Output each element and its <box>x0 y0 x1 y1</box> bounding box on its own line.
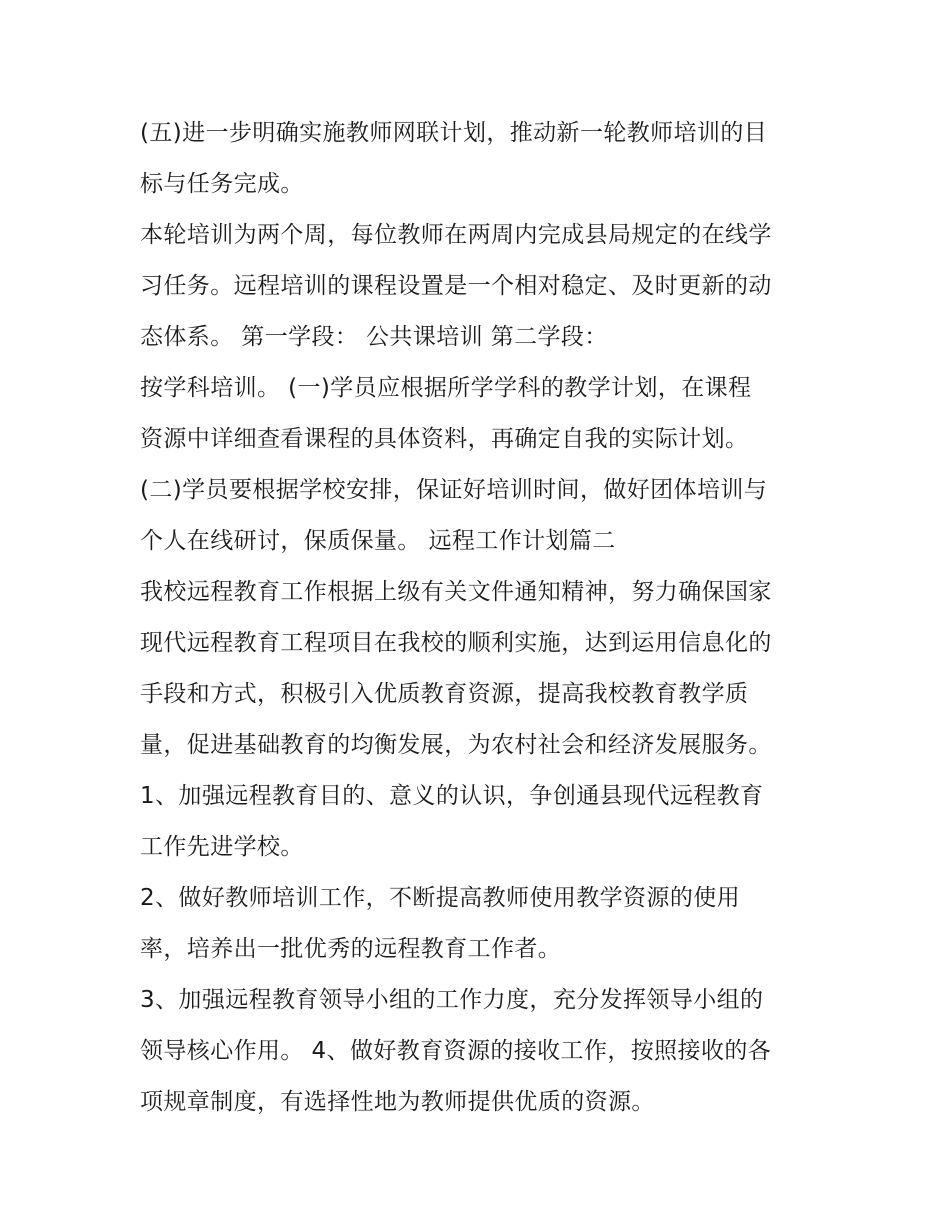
text-line: 1、加强远程教育目的、意义的认识，争创通县现代远程教育 <box>140 783 764 809</box>
text-line: 项规章制度，有选择性地为教师提供优质的资源。 <box>140 1089 655 1115</box>
text-line: (五)进一步明确实施教师网联计划，推动新一轮教师培训的目 <box>140 120 768 146</box>
text-line: 率，培养出一批优秀的远程教育工作者。 <box>140 936 562 962</box>
document-body <box>140 108 830 1128</box>
text-line: 习任务。远程培训的课程设置是一个相对稳定、及时更新的动 <box>140 273 772 299</box>
text-line: 工作先进学校。 <box>140 834 304 860</box>
text-line: 领导核心作用。 4、做好教育资源的接收工作，按照接收的各 <box>140 1038 772 1064</box>
text-line: 量，促进基础教育的均衡发展，为农村社会和经济发展服务。 <box>140 732 772 758</box>
text-line: 个人在线研讨，保质保量。 远程工作计划篇二 <box>140 528 616 554</box>
text-line: 现代远程教育工程项目在我校的顺利实施，达到运用信息化的 <box>140 630 772 656</box>
text-line: (二)学员要根据学校安排，保证好培训时间，做好团体培训与 <box>140 477 768 503</box>
text-line: 我校远程教育工作根据上级有关文件通知精神，努力确保国家 <box>140 579 772 605</box>
text-line: 3、加强远程教育领导小组的工作力度，充分发挥领导小组的 <box>140 987 764 1013</box>
text-line: 标与任务完成。 <box>140 171 304 197</box>
text-line: 手段和方式，积极引入优质教育资源，提高我校教育教学质 <box>140 681 749 707</box>
text-line: 按学科培训。 (一)学员应根据所学学科的教学计划，在课程 <box>140 375 752 401</box>
text-line: 资源中详细查看课程的具体资料，再确定自我的实际计划。 <box>140 426 749 452</box>
text-line: 2、做好教师培训工作，不断提高教师使用教学资源的使用 <box>140 885 741 911</box>
text-line: 本轮培训为两个周，每位教师在两周内完成县局规定的在线学 <box>140 222 772 248</box>
text-line: 态体系。 第一学段： 公共课培训 第二学段： <box>140 324 608 350</box>
